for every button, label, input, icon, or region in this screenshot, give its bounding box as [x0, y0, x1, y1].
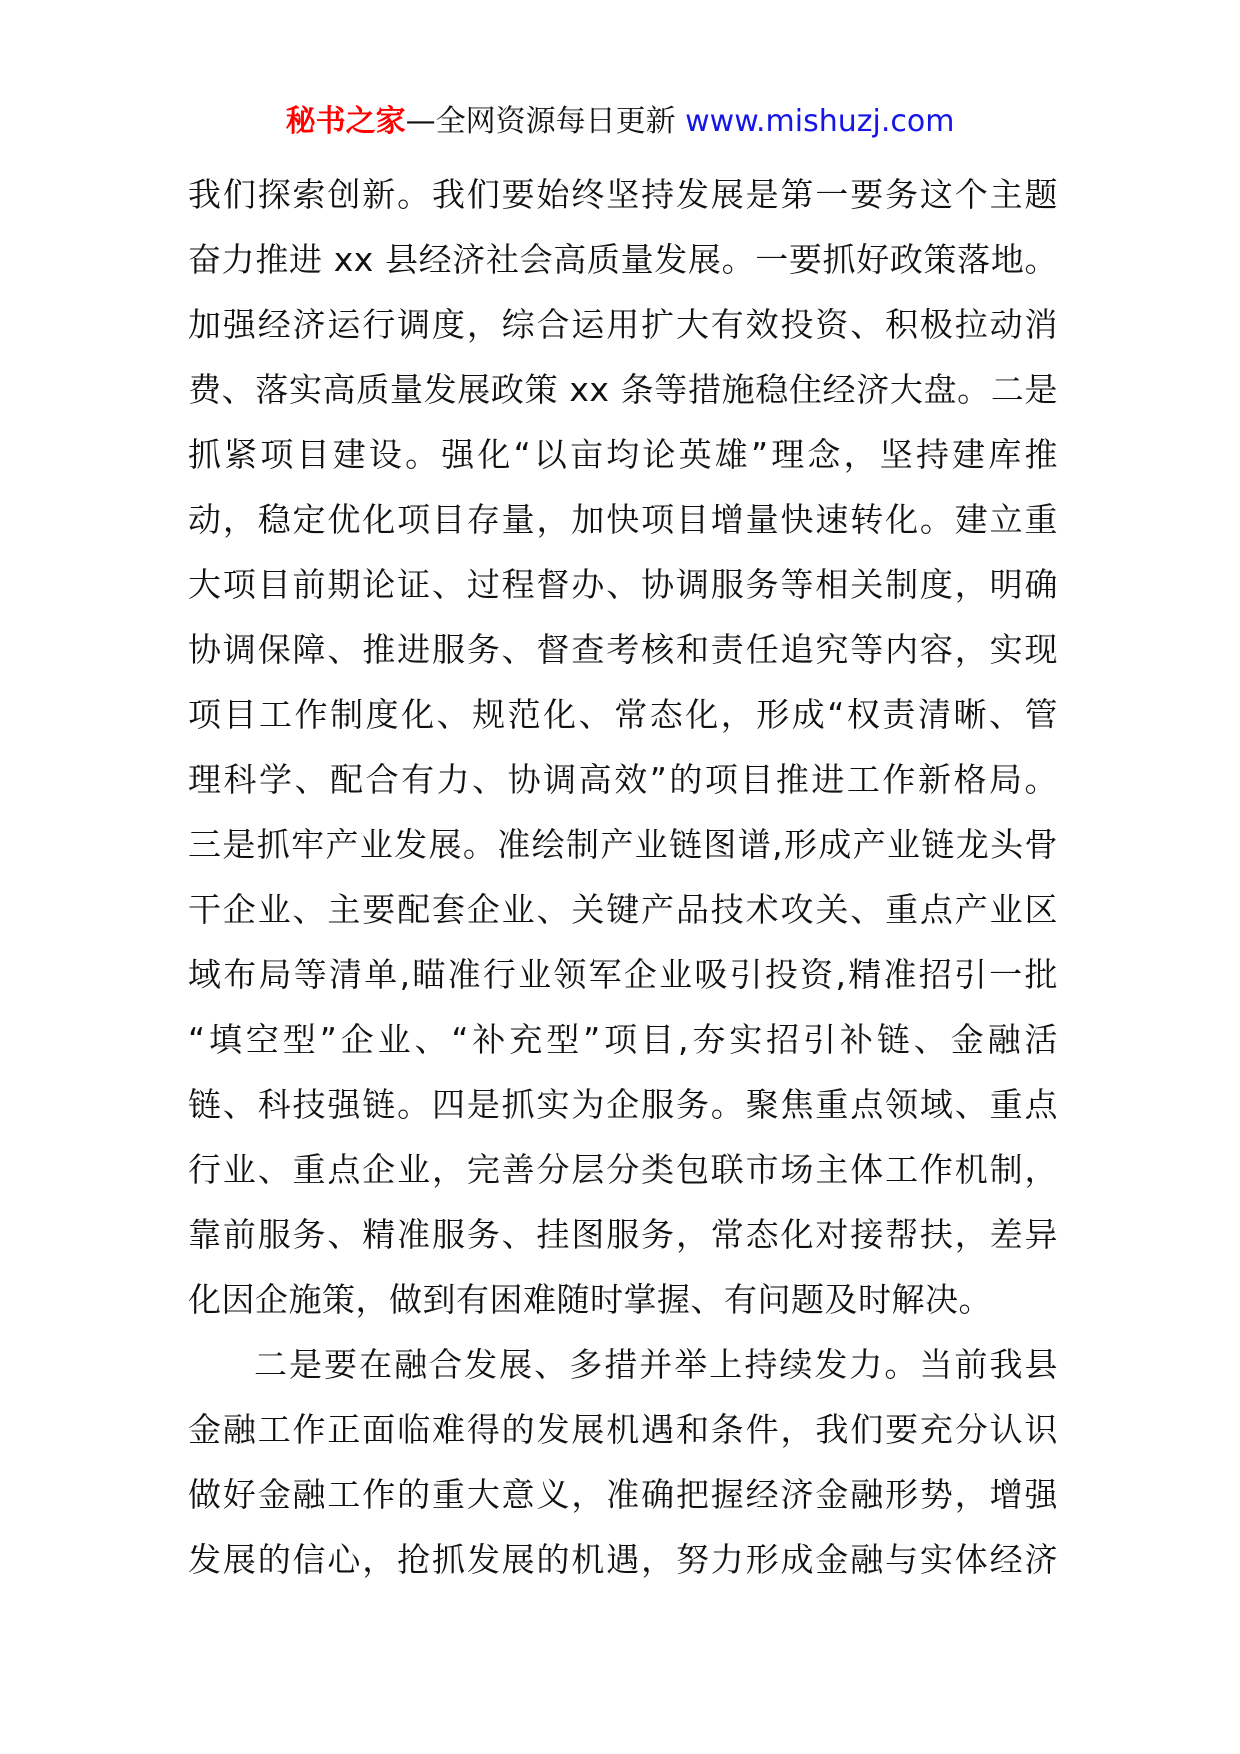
text-line: 抓紧项目建设。强化“以亩均论英雄”理念，坚持建库推	[188, 435, 1058, 474]
site-url-link[interactable]: www.mishuzj.com	[685, 104, 955, 139]
site-header	[0, 100, 1240, 144]
site-slogan: —全网资源每日更新	[405, 104, 676, 139]
paragraph-start-line: 二是要在融合发展、多措并举上持续发力。当前我县	[254, 1345, 1058, 1384]
text-line: 加强经济运行调度，综合运用扩大有效投资、积极拉动消	[188, 305, 1058, 344]
site-brand: 秘书之家	[285, 104, 406, 139]
text-line: 费、落实高质量发展政策 xx 条等措施稳住经济大盘。二是	[188, 370, 1058, 409]
text-line: 做好金融工作的重大意义，准确把握经济金融形势，增强	[188, 1475, 1058, 1514]
text-line: 干企业、主要配套企业、关键产品技术攻关、重点产业区	[188, 890, 1058, 929]
text-line: 奋力推进 xx 县经济社会高质量发展。一要抓好政策落地。	[188, 240, 1058, 279]
text-line: 动，稳定优化项目存量，加快项目增量快速转化。建立重	[188, 500, 1058, 539]
text-line: “填空型”企业、“补充型”项目,夯实招引补链、金融活	[188, 1020, 1058, 1059]
text-line: 链、科技强链。四是抓实为企服务。聚焦重点领域、重点	[188, 1085, 1058, 1124]
text-line: 三是抓牢产业发展。准绘制产业链图谱,形成产业链龙头骨	[188, 825, 1058, 864]
text-line: 我们探索创新。我们要始终坚持发展是第一要务这个主题	[188, 175, 1058, 214]
text-line: 协调保障、推进服务、督查考核和责任追究等内容，实现	[188, 630, 1058, 669]
text-line: 化因企施策，做到有困难随时掌握、有问题及时解决。	[188, 1280, 992, 1319]
text-line: 发展的信心，抢抓发展的机遇，努力形成金融与实体经济	[188, 1540, 1058, 1579]
text-line: 项目工作制度化、规范化、常态化，形成“权责清晰、管	[188, 695, 1058, 734]
text-line: 理科学、配合有力、协调高效”的项目推进工作新格局。	[188, 760, 1058, 799]
text-line: 大项目前期论证、过程督办、协调服务等相关制度，明确	[188, 565, 1058, 604]
text-line: 行业、重点企业，完善分层分类包联市场主体工作机制，	[188, 1150, 1058, 1189]
document-body	[188, 162, 1058, 1592]
text-line: 靠前服务、精准服务、挂图服务，常态化对接帮扶，差异	[188, 1215, 1058, 1254]
text-line: 域布局等清单,瞄准行业领军企业吸引投资,精准招引一批	[188, 955, 1058, 994]
text-line: 金融工作正面临难得的发展机遇和条件，我们要充分认识	[188, 1410, 1058, 1449]
